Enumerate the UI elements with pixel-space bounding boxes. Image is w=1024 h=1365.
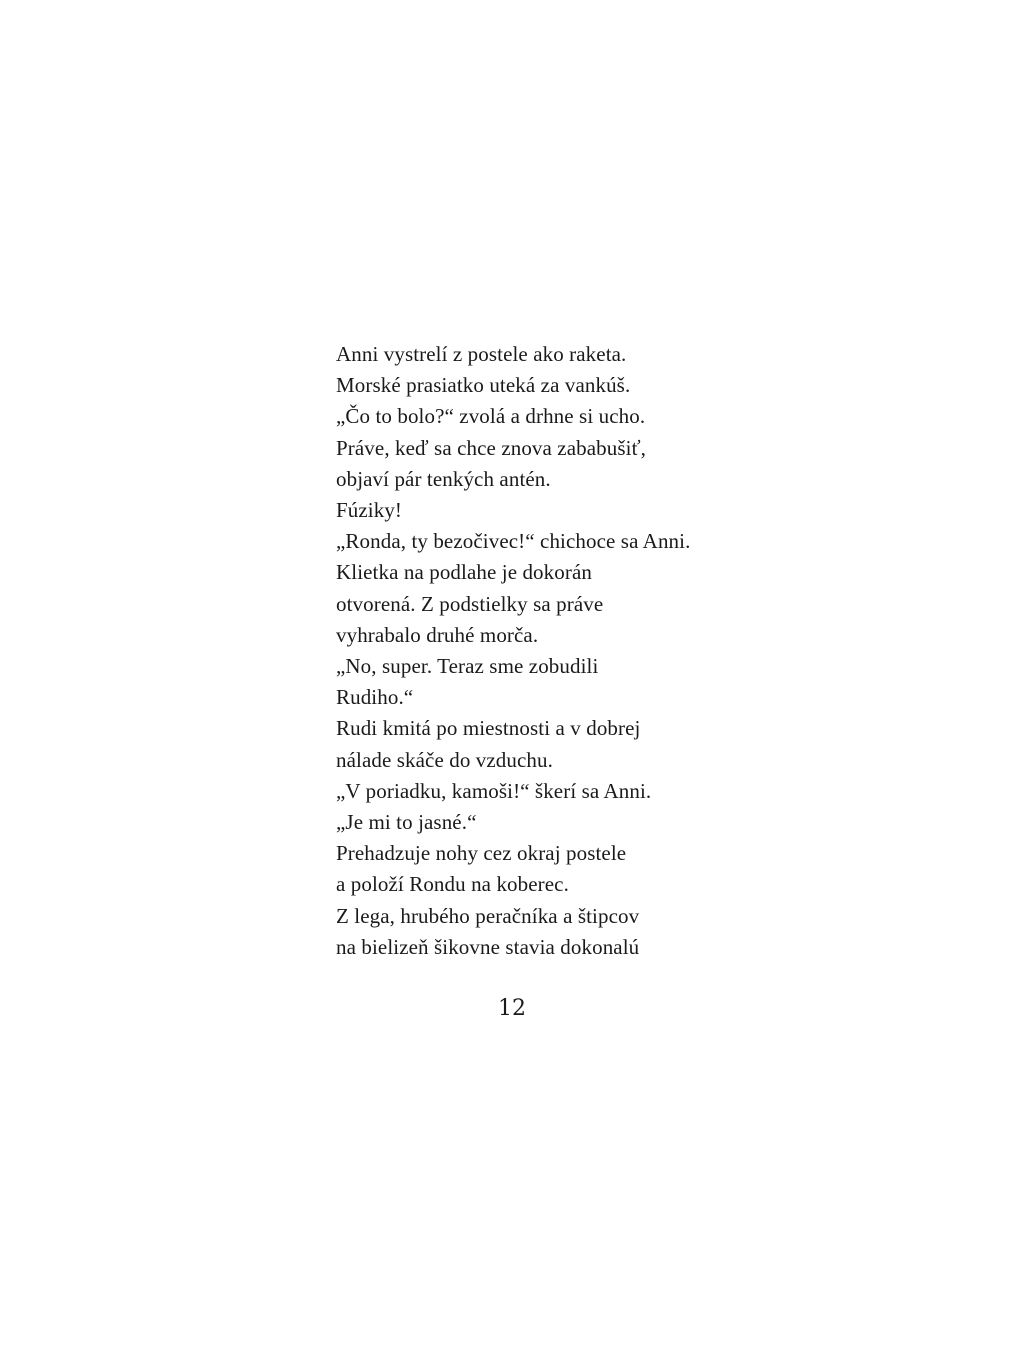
text-line: vyhrabalo druhé morča. [336,622,539,647]
text-line: „Čo to bolo?“ zvolá a drhne si ucho. [336,404,646,429]
text-line: „No, super. Teraz sme zobudili [336,654,599,679]
text-line: a položí Rondu na koberec. [336,872,569,897]
body-text [336,339,756,963]
text-line: „Ronda, ty bezočivec!“ chichoce sa Anni. [336,529,691,554]
text-line: Morské prasiatko uteká za vankúš. [336,373,631,398]
text-line: „V poriadku, kamoši!“ škerí sa Anni. [336,778,652,803]
text-line: otvorená. Z podstielky sa práve [336,591,604,616]
text-line: Fúziky! [336,498,403,523]
text-line: Klietka na podlahe je dokorán [336,560,592,585]
text-line: Anni vystrelí z postele ako raketa. [336,342,627,366]
text-line: nálade skáče do vzduchu. [336,747,553,772]
text-line: objaví pár tenkých antén. [336,466,551,491]
text-line: na bielizeň šikovne stavia dokonalú [336,934,640,959]
page-number: 12 [498,996,526,1021]
text-line: Práve, keď sa chce znova zababušiť, [336,435,646,460]
text-line: Prehadzuje nohy cez okraj postele [336,841,627,866]
text-line: Rudi kmitá po miestnosti a v dobrej [336,716,641,741]
text-line: „Je mi to jasné.“ [336,810,477,835]
text-line: Rudiho.“ [336,685,414,710]
text-line: Z lega, hrubého peračníka a štipcov [336,903,640,928]
